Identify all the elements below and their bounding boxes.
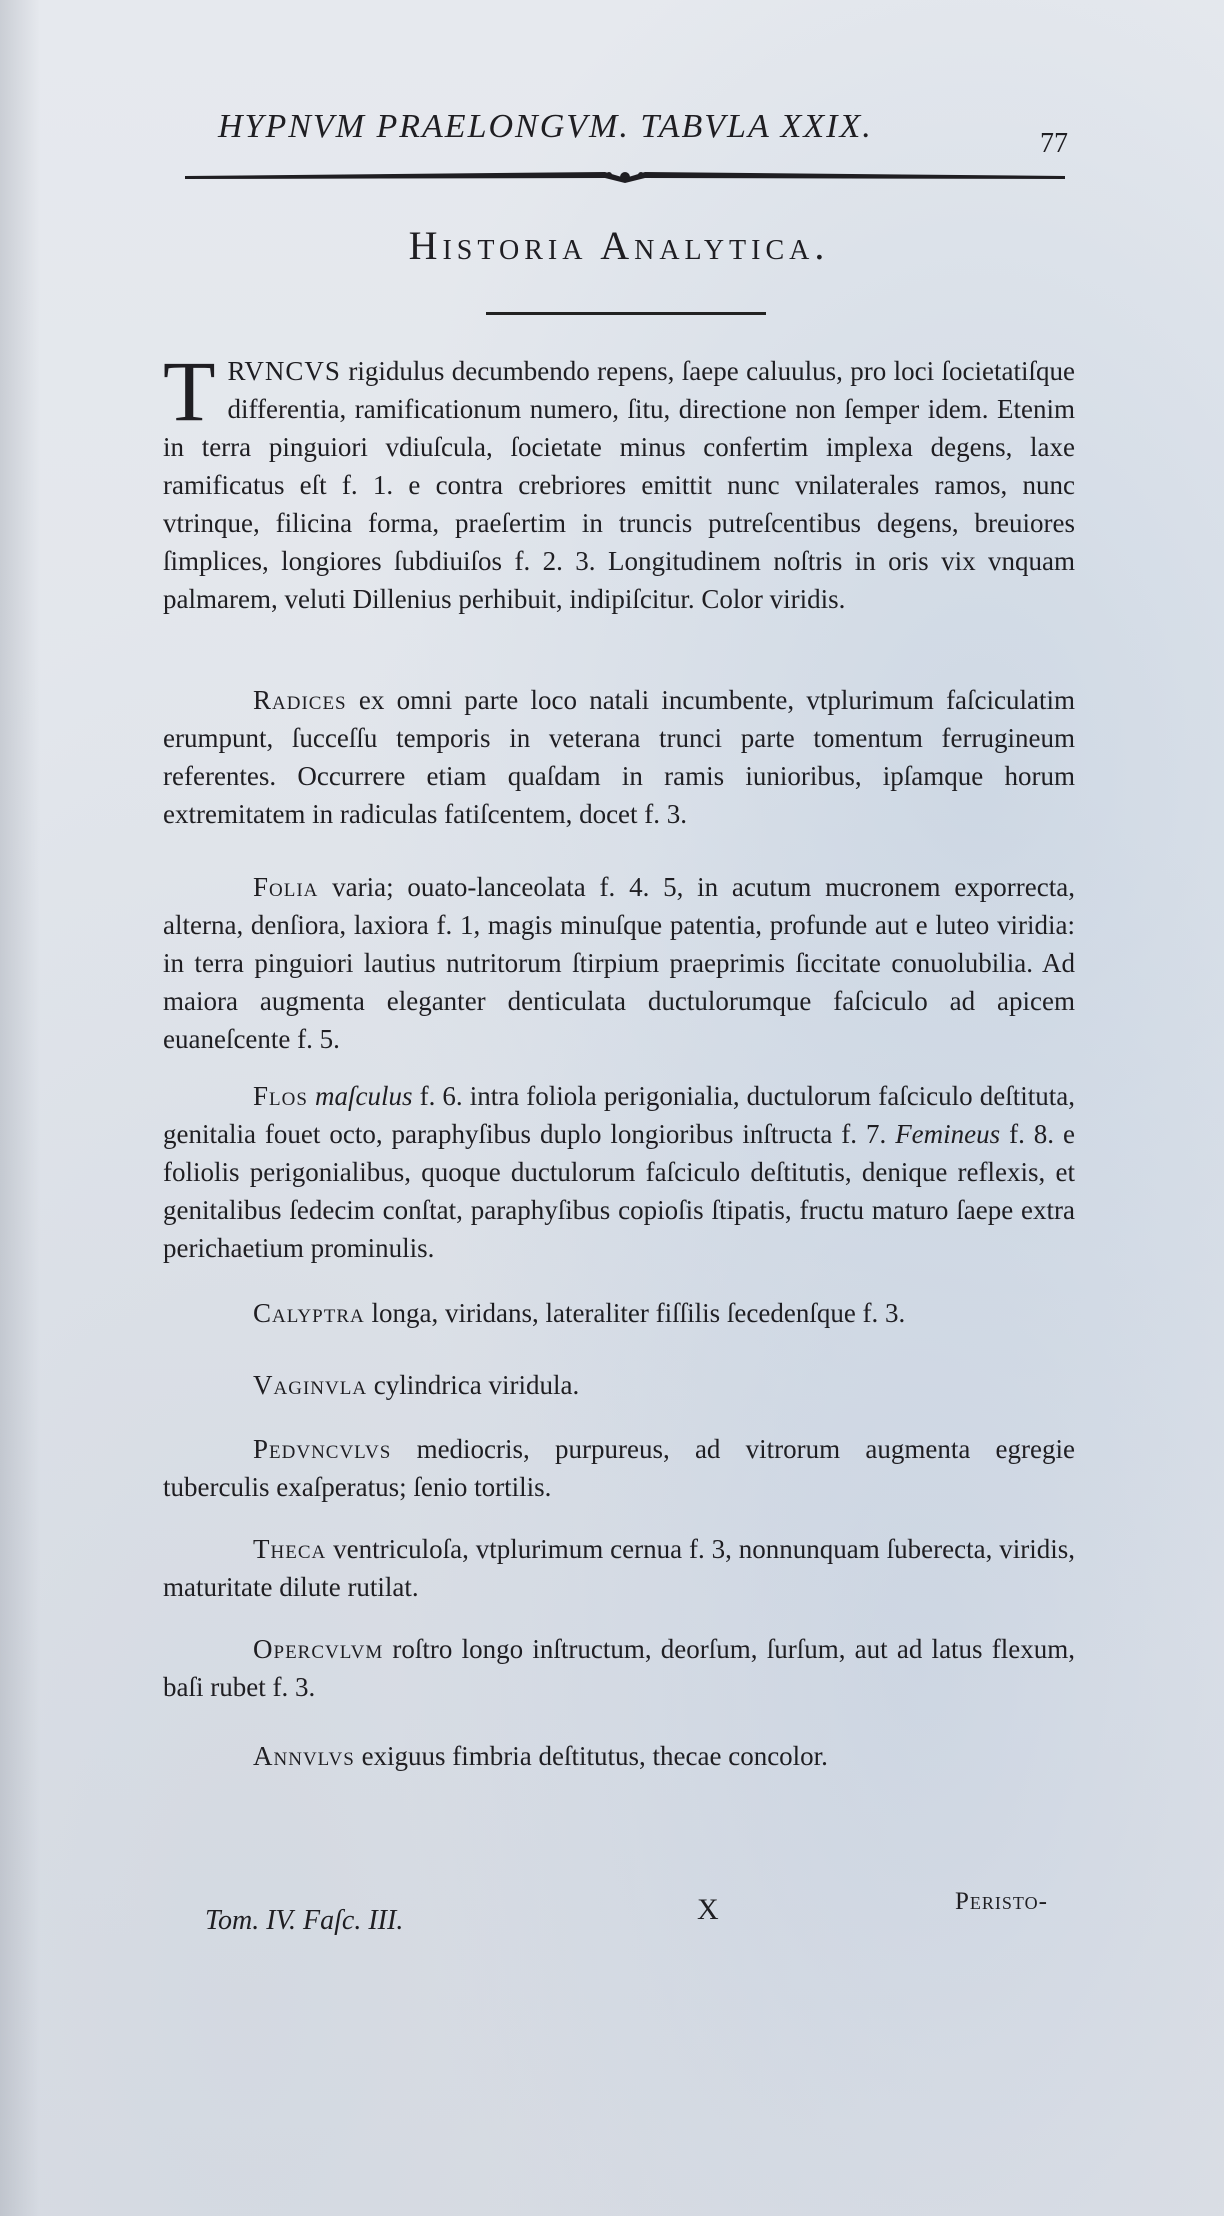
paragraph-lead: Folia xyxy=(253,872,319,902)
paragraph-vaginula xyxy=(163,1366,1075,1404)
paragraph-lead: Annvlvs xyxy=(253,1741,355,1771)
paragraph-lead: Flos xyxy=(253,1081,308,1111)
footer-catchword: Peristo- xyxy=(955,1888,1048,1915)
paragraph-text: mediocris, purpureus, ad vitrorum augmenta egregie tuberculis exaſperatus; ſenio tortilis. xyxy=(163,1434,1075,1502)
paragraph-folia xyxy=(163,868,1075,1058)
paragraph-theca xyxy=(163,1530,1075,1606)
running-title: HYPNVM PRAELONGVM. TABVLA XXIX. xyxy=(218,108,873,145)
paragraph-lead: Theca xyxy=(253,1534,327,1564)
paragraph-pedunculus xyxy=(163,1430,1075,1506)
paragraph-text: roſtro longo inſtructum, deorſum, ſurſum, aut ad latus flexum, baſi rubet f. 3. xyxy=(163,1634,1075,1702)
paragraph-lead: Opercvlvm xyxy=(253,1634,384,1664)
paragraph-calyptra xyxy=(163,1294,1075,1332)
paragraph-lead: Pedvncvlvs xyxy=(253,1434,392,1464)
footer-signature-mark: X xyxy=(697,1893,719,1926)
footer-volume: Tom. IV. Faſc. III. xyxy=(205,1905,404,1936)
paragraph-italic: Femineus xyxy=(895,1119,1001,1149)
title-underline xyxy=(486,312,766,315)
paragraph-italic: maſculus xyxy=(307,1081,413,1111)
paragraph-text: cylindrica viridula. xyxy=(367,1370,580,1400)
paragraph-truncus xyxy=(163,343,1075,618)
paragraph-text: f. 8. e foliolis perigonialibus, quoque ductulorum faſciculo deſtitutis, denique reflexis, et genitalibus ſedecim conſtat, paraphyſibus copioſis ſtipatis, fructu maturo ſaepe extra perichaetium prominulis. xyxy=(163,1119,1075,1263)
paragraph-text: rigidulus decumbendo repens, ſaepe caluulus, pro loci ſocietatiſque differentia, ramificationum numero, ſitu, directione non ſemper idem. Etenim in terra pinguiori vdiuſcula, ſocietate minus confertim implexa degens, laxe ramificatus eſt f. 1. e contra crebriores emittit nunc vnilaterales ramos, nunc vtrinque, filicina forma, praeſertim in truncis putreſcentibus degens, breuiores ſimplices, longiores ſubdiuiſos f. 2. 3. Longitudinem noſtris in oris vix vnquam palmarem, veluti Dillenius perhibuit, indipiſcitur. Color viridis. xyxy=(163,356,1075,614)
paragraph-lead: Vaginvla xyxy=(253,1370,368,1400)
section-title: Historia Analytica. xyxy=(408,223,830,268)
gutter-shadow xyxy=(0,0,40,2216)
page-number: 77 xyxy=(1040,128,1068,159)
paragraph-annulus xyxy=(163,1737,1075,1775)
paragraph-flos xyxy=(163,1077,1075,1267)
paragraph-text: ex omni parte loco natali incumbente, vtplurimum faſciculatim erumpunt, ſucceſſu temporis in veterana trunci parte tomentum ferrugineum referentes. Occurrere etiam quaſdam in ramis iunioribus, ipſamque horum extremitatem in radiculas fatiſcentem, docet f. 3. xyxy=(163,685,1075,829)
paragraph-text: exiguus fimbria deſtitutus, thecae concolor. xyxy=(354,1741,828,1771)
paragraph-lead: RVNCVS xyxy=(227,356,341,386)
ornamental-rule xyxy=(185,158,1065,198)
paragraph-operculum xyxy=(163,1630,1075,1706)
paragraph-radices xyxy=(163,681,1075,833)
paragraph-text: varia; ouato-lanceolata f. 4. 5, in acutum mucronem exporrecta, alterna, denſiora, laxiora f. 1, magis minuſque patentia, profunde aut e luteo viridia: in terra pinguiori lautius nutritorum ſtirpium praeprimis ſiccitate conuolubilia. Ad maiora augmenta eleganter denticulata ductulorumque faſciculo ad apicem euaneſcente f. 5. xyxy=(163,872,1075,1054)
drop-cap: T xyxy=(163,343,216,439)
paragraph-text: longa, viridans, lateraliter fiſſilis ſecedenſque f. 3. xyxy=(364,1298,906,1328)
paragraph-text: f. 6. intra foliola perigonialia, ductulorum faſciculo deſtituta, genitalia fouet octo, paraphyſibus duplo longioribus inſtructa f. 7. xyxy=(163,1081,1075,1149)
paragraph-lead: Calyptra xyxy=(253,1298,365,1328)
paragraph-text: ventriculoſa, vtplurimum cernua f. 3, nonnunquam ſuberecta, viridis, maturitate dilute rutilat. xyxy=(163,1534,1075,1602)
paragraph-lead: Radices xyxy=(253,685,347,715)
